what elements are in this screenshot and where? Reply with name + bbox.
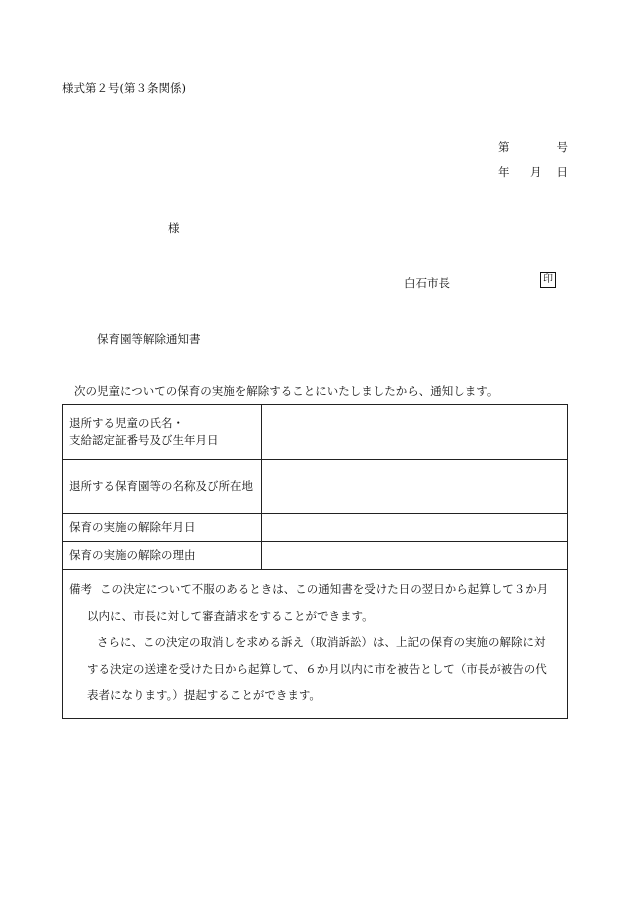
table-row-release-reason [63, 542, 568, 570]
child-info-label [63, 405, 262, 460]
remarks-line3: さらに、この決定の取消しを求める訴え（取消訴訟）は、上記の保育の実施の解除に対 [97, 635, 546, 649]
intro-text: 次の児童についての保育の実施を解除することにいたしましたから、通知します。 [74, 384, 499, 398]
notice-table [62, 404, 568, 719]
remarks-line1 [69, 576, 561, 603]
remarks-cell [63, 570, 568, 719]
date-year: 年 [498, 165, 510, 179]
table-row-child-info [63, 405, 568, 460]
child-info-value [262, 405, 568, 460]
remarks-text-1: この決定について不服のあるときは、この通知書を受けた日の翌日から起算して３か月 [100, 582, 549, 596]
doc-number-prefix: 第 [498, 140, 510, 154]
table-row-release-date [63, 514, 568, 542]
release-date-value [262, 514, 568, 542]
issuer-title: 白石市長 [404, 276, 450, 290]
facility-value [262, 460, 568, 514]
facility-label: 退所する保育園等の名称及び所在地 [63, 460, 262, 514]
remarks-line4: する決定の送達を受けた日から起算して、６か月以内に市を被告として（市長が被告の代 [87, 661, 547, 676]
child-info-label-line2: 支給認定証番号及び生年月日 [69, 433, 219, 447]
child-info-label-line1: 退所する児童の氏名・ [69, 416, 184, 430]
table-row-remarks [63, 570, 568, 719]
remarks-line5: 表者になります。）提起することができます。 [87, 688, 321, 702]
table-row-facility [63, 460, 568, 514]
seal-mark: 印 [540, 272, 556, 288]
form-number: 様式第２号(第３条関係) [62, 81, 186, 95]
release-date-label: 保育の実施の解除年月日 [63, 514, 262, 542]
date-day: 日 [556, 165, 568, 179]
remarks-line2: 以内に、市長に対して審査請求をすることができます。 [87, 608, 374, 623]
date-month: 月 [530, 165, 542, 179]
document-title: 保育園等解除通知書 [97, 332, 201, 346]
release-reason-value [262, 542, 568, 570]
remarks-label: 備考 [69, 582, 92, 596]
doc-number-suffix: 号 [556, 140, 568, 154]
addressee-honorific: 様 [168, 221, 180, 235]
release-reason-label: 保育の実施の解除の理由 [63, 542, 262, 570]
